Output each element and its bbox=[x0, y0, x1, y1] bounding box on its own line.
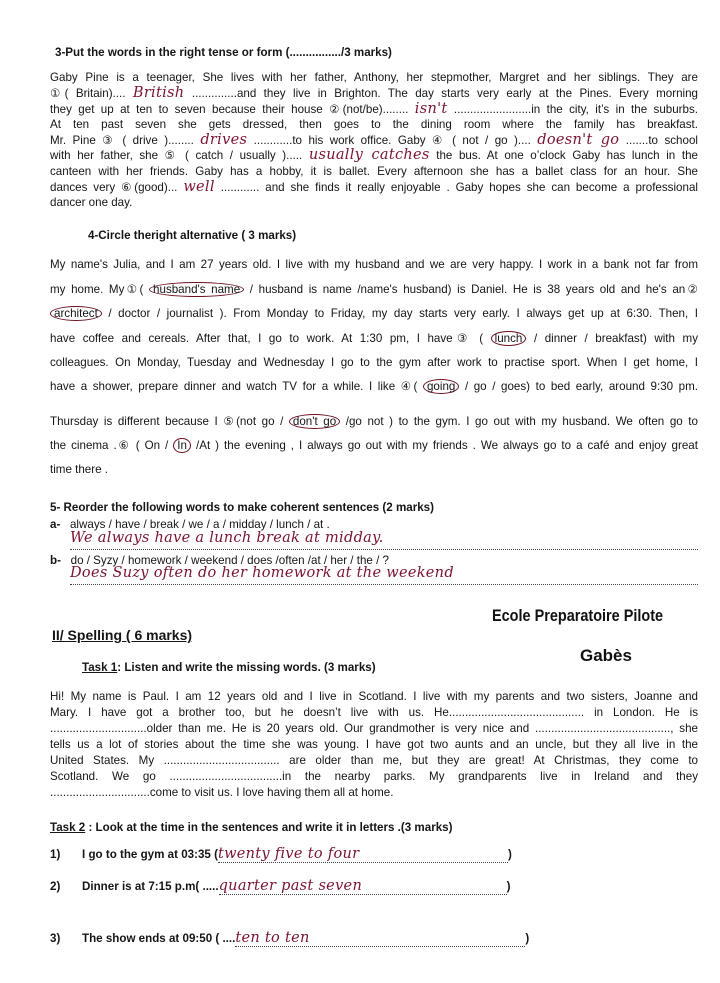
time-answer[interactable]: twenty five to four bbox=[218, 847, 508, 863]
text-segment: .......to school bbox=[625, 134, 698, 147]
task1-label: Task 1 bbox=[82, 661, 118, 674]
spelling-title: II/ Spelling ( 6 marks) bbox=[52, 627, 193, 643]
section5-title: 5- Reorder the following words to make coherent sentences (2 marks) bbox=[50, 501, 434, 514]
text-segment: / doctor / journalist ). From Monday to Friday, my day starts very early. I always get up at 6:30. Then, I bbox=[108, 307, 698, 320]
text-segment: My name's Julia, and I am 27 years old. I live with my husband and we are very happy. I work in a bank not far from bbox=[50, 258, 698, 271]
text-segment: my home. My①( bbox=[50, 283, 144, 296]
text-segment: ............to his work office. Gaby ④ ( not / go ).... bbox=[253, 134, 531, 147]
paragraph-line bbox=[50, 70, 698, 85]
task2-text: : Look at the time in the sentences and write it in letters .(3 marks) bbox=[85, 821, 453, 834]
paragraph-line bbox=[50, 257, 698, 272]
close-paren: ) bbox=[525, 932, 530, 945]
task1-heading bbox=[82, 660, 720, 675]
paragraph-line bbox=[50, 180, 698, 195]
school-name: Ecole Preparatoire Pilote bbox=[492, 606, 664, 625]
text-segment: dancer one day. bbox=[50, 196, 133, 209]
paragraph-line bbox=[50, 379, 698, 394]
item-number: 3) bbox=[50, 932, 61, 945]
paragraph-line bbox=[50, 282, 698, 297]
text-segment: Mr. Pine ③ ( drive )........ bbox=[50, 134, 194, 147]
item-b-words-text: do / Syzy / homework / weekend / does /often /at / her / the / ? bbox=[70, 554, 389, 567]
text-segment: colleagues. On Monday, Tuesday and Wednesday I go to the gym after work to practise sport. When I get home, I bbox=[50, 356, 698, 369]
text-segment: ........................in the city, it’s in the suburbs. bbox=[453, 103, 698, 116]
close-paren: ) bbox=[506, 880, 511, 893]
task1-line: Hi! My name is Paul. I am 12 years old and I live in Scotland. I live with my parents and two sisters, Joanne and bbox=[50, 690, 698, 703]
school-city: Gabès bbox=[580, 646, 632, 665]
paragraph-line bbox=[50, 133, 698, 148]
text-segment: Gaby Pine is a teenager, She lives with her father, Anthony, her stepmother, Margret and her siblings. They are bbox=[50, 71, 698, 84]
time-answer[interactable]: quarter past seven bbox=[219, 879, 507, 895]
handwritten-answer: well bbox=[183, 179, 215, 195]
text-segment: / go / goes) to bed early, around 9:30 pm. bbox=[464, 380, 698, 393]
paragraph-line bbox=[50, 148, 698, 163]
item-a-words-text: always / have / break / we / a / midday / lunch / at . bbox=[69, 518, 330, 531]
text-segment: Thursday is different because I ⑤(not go / bbox=[50, 415, 284, 428]
item-b-answer: Does Suzy often do her homework at the weekend bbox=[70, 566, 454, 581]
handwritten-answer: usually catches bbox=[308, 147, 430, 163]
item-text: Dinner is at 7:15 p.m( ..... bbox=[82, 880, 219, 893]
handwritten-answer: doesn't go bbox=[537, 132, 620, 148]
paragraph-line bbox=[50, 438, 698, 453]
item-b-label: b- bbox=[50, 554, 61, 567]
text-segment: canteen with her friends. Gaby has a hobby, it is ballet. Every afternoon she has a ballet class for an hour. She bbox=[50, 165, 698, 178]
item-text: The show ends at 09:50 ( .... bbox=[82, 932, 236, 945]
item-number: 2) bbox=[50, 880, 61, 893]
task1-line: Scotland. We go ...................................in the nearby parks. My grandparents live in Ireland and they bbox=[50, 770, 698, 783]
text-segment: have coffee and cereals. After that, I go to work. At 1:30 pm, I have③ ( bbox=[50, 332, 484, 345]
text-segment: the bus. At one o’clock Gaby has lunch in the bbox=[436, 149, 698, 162]
circled-answer[interactable]: going bbox=[423, 379, 459, 394]
circled-answer[interactable]: architect bbox=[50, 306, 102, 321]
paragraph-line bbox=[50, 306, 698, 321]
text-segment: /go not ) to the gym. I go out with my husband. We often go to bbox=[345, 415, 698, 428]
text-segment: with her father, she ⑤ ( catch / usually )..... bbox=[50, 149, 303, 162]
section4-title: 4-Circle theright alternative ( 3 marks) bbox=[88, 229, 297, 242]
text-segment: have a shower, prepare dinner and watch TV for a while. I like ④( bbox=[50, 380, 418, 393]
text-segment: / husband is name /name's husband) is Daniel. He is 38 years old and he's an② bbox=[249, 283, 698, 296]
handwritten-answer: British bbox=[132, 85, 185, 101]
task1-line: United States. My .................................... are older than me, but they are great! At Christmas, they come to bbox=[50, 754, 698, 767]
paragraph-line bbox=[50, 414, 698, 429]
circled-answer[interactable]: don't go bbox=[289, 414, 340, 429]
task2-label: Task 2 bbox=[50, 821, 86, 834]
paragraph-line bbox=[50, 462, 698, 477]
item-a-words bbox=[50, 517, 698, 532]
paragraph-line bbox=[50, 164, 698, 179]
task1-text: : Listen and write the missing words. (3 marks) bbox=[117, 661, 376, 674]
handwritten-answer: drives bbox=[200, 132, 248, 148]
paragraph-line bbox=[50, 117, 698, 132]
task2-item bbox=[50, 879, 698, 895]
task1-line: ...............................come to visit us. I love having them all at home. bbox=[50, 786, 394, 799]
paragraph-line bbox=[50, 86, 698, 101]
task2-heading bbox=[50, 820, 698, 835]
item-text: I go to the gym at 03:35 ( bbox=[82, 848, 218, 861]
circled-answer[interactable]: husband's name bbox=[149, 282, 244, 297]
paragraph-line bbox=[50, 355, 698, 370]
text-segment: the cinema .⑥ ( On / bbox=[50, 439, 169, 452]
handwritten-answer: isn't bbox=[414, 101, 448, 117]
paragraph-line bbox=[50, 331, 698, 346]
time-answer[interactable]: ten to ten bbox=[235, 931, 525, 947]
paragraph-line bbox=[50, 195, 698, 210]
text-segment: /At ) the evening , I always go out with my friends . We always go to a café and enjoy great bbox=[195, 439, 698, 452]
task1-line: Mary. I have got a brother too, but he doesn’t live with us. He.......................................... in London. He is bbox=[50, 706, 698, 719]
text-segment: ①( Britain).... bbox=[50, 87, 126, 100]
close-paren: ) bbox=[507, 848, 512, 861]
text-segment: dances very ⑥(good)... bbox=[50, 181, 178, 194]
paragraph-line bbox=[50, 102, 698, 117]
task2-item bbox=[50, 931, 698, 947]
text-segment: ..............and they live in Brighton. The day starts very early at the Pines. Every morning bbox=[191, 87, 698, 100]
item-number: 1) bbox=[50, 848, 61, 861]
task1-line: tells us a lot of stories about the time she was young. I have got two aunts and an uncle, but they all live in the bbox=[50, 738, 698, 751]
text-segment: they get up at ten to seven because their house ②(not/be)........ bbox=[50, 103, 409, 116]
item-a-answer: We always have a lunch break at midday. bbox=[70, 531, 384, 546]
text-segment: time there . bbox=[50, 463, 108, 476]
text-segment: ............ and she finds it really enjoyable . Gaby hopes she can become a professional bbox=[220, 181, 698, 194]
section3-title: 3-Put the words in the right tense or form (................/3 marks) bbox=[55, 46, 392, 59]
item-a-answer-line[interactable] bbox=[70, 531, 698, 550]
task2-item bbox=[50, 847, 698, 863]
item-a-label: a- bbox=[50, 518, 61, 531]
text-segment: At ten past seven she gets dressed, then goes to the dining room where the family has breakfast. bbox=[50, 118, 698, 131]
item-b-answer-line[interactable] bbox=[70, 566, 698, 585]
circled-answer[interactable]: In bbox=[173, 438, 191, 453]
text-segment: / dinner / breakfast) with my bbox=[533, 332, 698, 345]
task1-line: ..............................older than me. He is 20 years old. Our grandmother is very nice and .........................................., she bbox=[50, 722, 698, 735]
circled-answer[interactable]: lunch bbox=[491, 331, 527, 346]
